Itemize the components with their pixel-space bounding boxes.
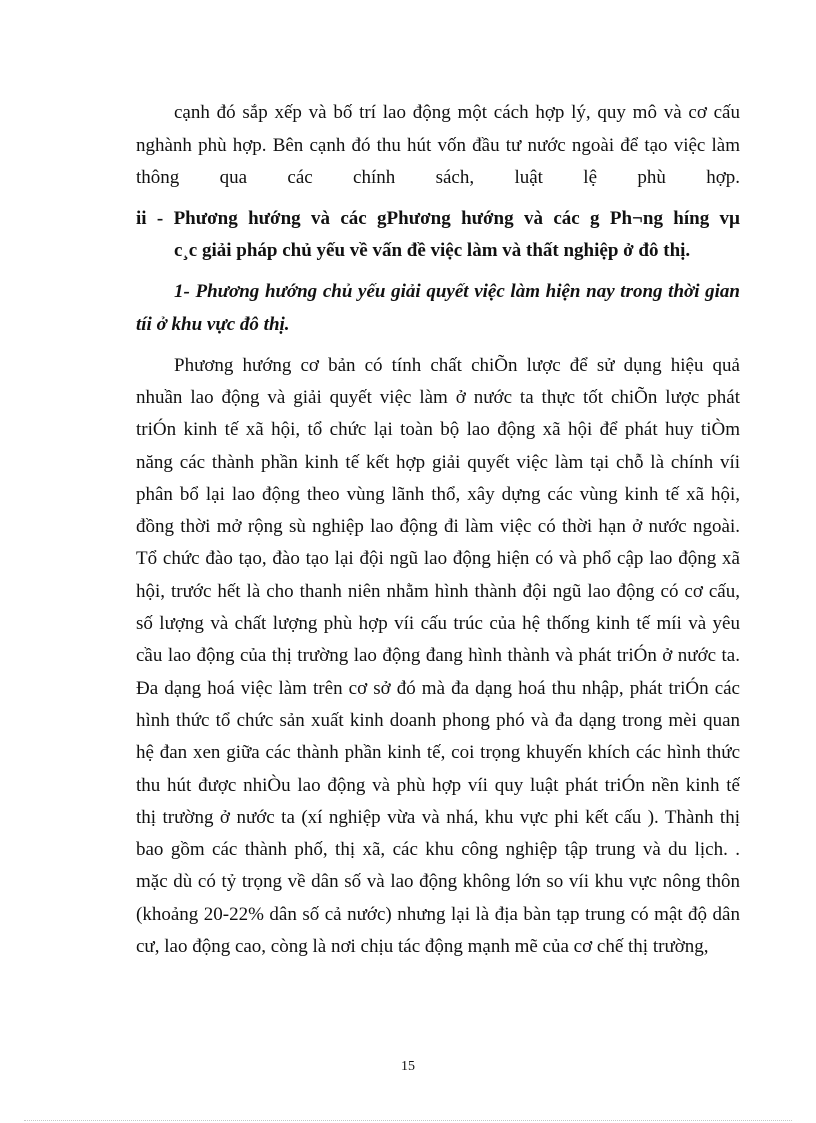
paragraph-line: Đa dạng hoá việc làm trên cơ sở đó mà đa dạng hoá thu nhập, phát triÓn các: [136, 678, 740, 699]
paragraph-line: nhuần lao động và giải quyết việc làm ở nước ta thực tốt chiÕn lược phát: [136, 387, 740, 408]
paragraph-line: bao gồm các thành phố, thị xã, các khu công nghiệp tập trung và du lịch. .: [136, 839, 740, 860]
page-bottom-divider: [24, 1120, 792, 1121]
paragraph-line: nghành phù hợp. Bên cạnh đó thu hút vốn đầu tư nước ngoài để tạo việc làm: [136, 135, 740, 156]
paragraph-line: hội, trước hết là cho thanh niên nhằm hình thành đội ngũ lao động có cơ cấu,: [136, 581, 740, 602]
paragraph-line: năng các thành phần kinh tế kết hợp giải quyết việc làm tại chỗ là chính víi: [136, 452, 740, 473]
paragraph-line: cư, lao động cao, còng là nơi chịu tác động mạnh mẽ của cơ chế thị trường,: [136, 936, 709, 957]
paragraph-line: đồng thời mở rộng sù nghiệp lao động đi làm việc có thời hạn ở nước ngoài.: [136, 516, 740, 537]
paragraph-line: Phương hướng cơ bản có tính chất chiÕn lược để sử dụng hiệu quả: [174, 355, 740, 376]
paragraph-line: phân bổ lại lao động theo vùng lãnh thổ, xây dựng các vùng kinh tế xã hội,: [136, 484, 740, 505]
paragraph-line: hệ đan xen giữa các thành phần kinh tế, coi trọng khuyến khích các hình thức: [136, 742, 740, 763]
paragraph-line: cầu lao động của thị trường lao động đang hình thành và phát triÓn ở nước ta.: [136, 645, 740, 666]
heading-line: 1- Phương hướng chủ yếu giải quyết việc làm hiện nay trong thời gian: [174, 281, 740, 302]
page-number: 15: [401, 1059, 415, 1074]
paragraph-line: mặc dù có tỷ trọng về dân số và lao động không lớn so víi khu vực nông thôn: [136, 871, 740, 892]
heading-line: tíi ở khu vực đô thị.: [136, 314, 290, 335]
paragraph-line: thu hút được nhiÒu lao động và phù hợp víi quy luật phát triÓn nền kinh tế: [136, 775, 740, 796]
heading-line: ii - Phương hướng và các gPhương hướng và các g Ph¬ng híng vµ: [136, 208, 740, 229]
paragraph-line: hình thức tổ chức sản xuất kinh doanh phong phó và đa dạng trong mèi quan: [136, 710, 740, 731]
paragraph-line: triÓn kinh tế xã hội, tổ chức lại toàn bộ lao động xã hội để phát huy tiÒm: [136, 419, 740, 440]
paragraph-line: cạnh đó sắp xếp và bố trí lao động một cách hợp lý, quy mô và cơ cấu: [174, 102, 740, 123]
paragraph-line: Tổ chức đào tạo, đào tạo lại đội ngũ lao động hiện có và phổ cập lao động xã: [136, 548, 740, 569]
paragraph-line: số lượng và chất lượng phù hợp víi cấu trúc của hệ thống kinh tế míi và yêu: [136, 613, 740, 634]
paragraph-line: thị trường ở nước ta (xí nghiệp vừa và nhá, khu vực phi kết cấu ). Thành thị: [136, 807, 740, 828]
paragraph-line: (khoảng 20-22% dân số cả nước) nhưng lại là địa bàn tạp trung có mật độ dân: [136, 904, 740, 925]
paragraph-line: thông qua các chính sách, luật lệ phù hợp.: [136, 167, 740, 188]
heading-line: c¸c giải pháp chủ yếu về vấn đề việc làm và thất nghiệp ở đô thị.: [174, 240, 691, 261]
